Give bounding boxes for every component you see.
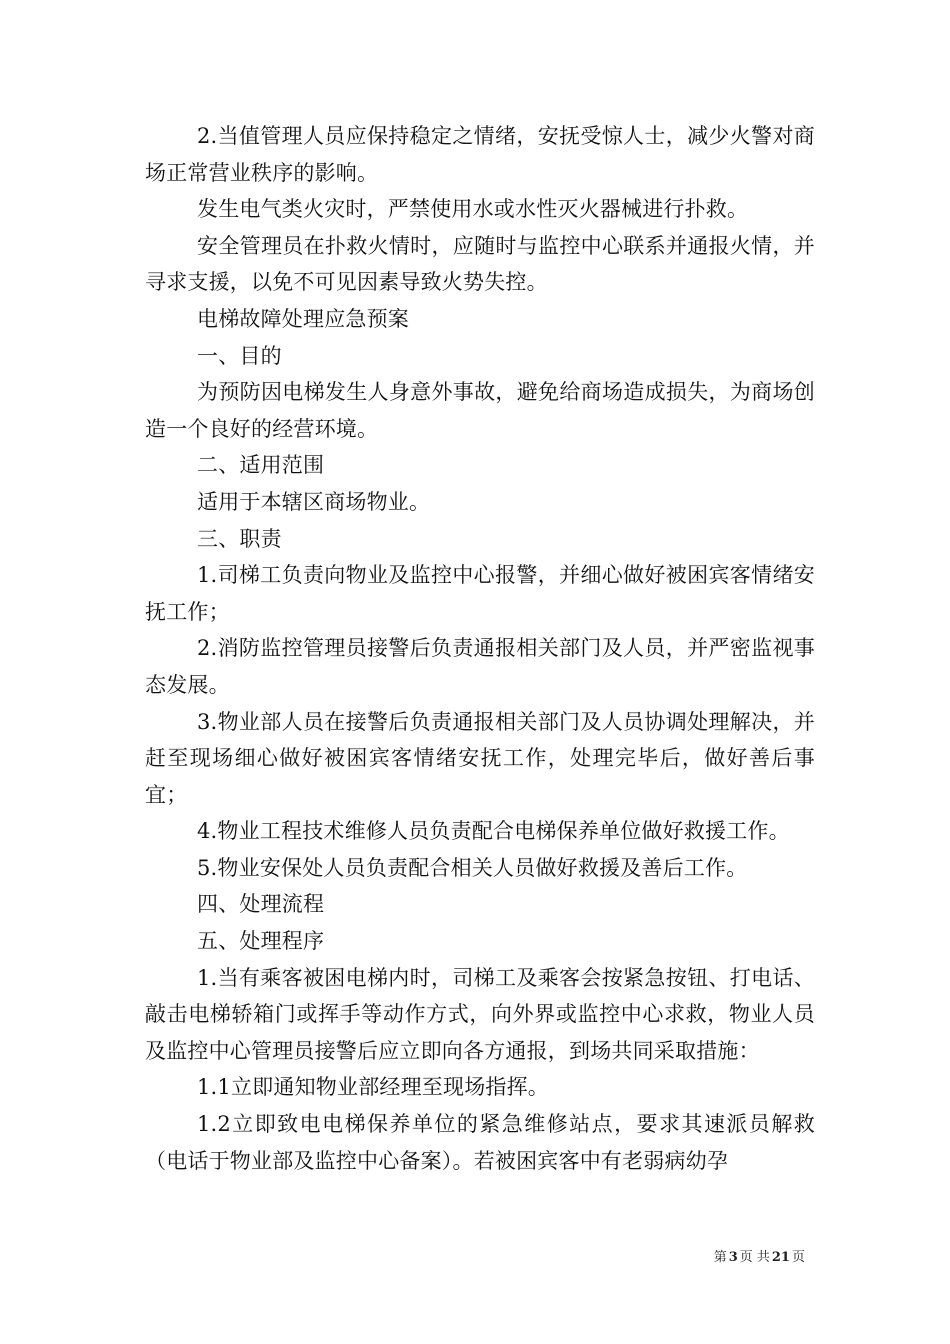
current-page-number: 3	[728, 1250, 738, 1265]
list-item: 1.当有乘客被困电梯内时，司梯工及乘客会按紧急按钮、打电话、敲击电梯轿箱门或挥手等动作方式，向外界或监控中心求救，物业人员及监控中心管理员接警后应立即向各方通报，到场共同采取措施：	[145, 965, 815, 1063]
total-page-count: 21	[771, 1250, 790, 1265]
section-heading: 二、适用范围	[197, 453, 325, 478]
paragraph: 发生电气类火灾时，严禁使用水或水性灭火器械进行扑救。	[197, 197, 749, 222]
section-heading: 三、职责	[197, 526, 282, 551]
paragraph: 2.当值管理人员应保持稳定之情绪，安抚受惊人士，减少火警对商场正常营业秩序的影响。	[145, 124, 815, 185]
document-body	[145, 118, 815, 1179]
section-heading: 五、处理程序	[197, 929, 325, 954]
footer-middle: 页 共	[739, 1250, 770, 1265]
section-heading: 一、目的	[197, 343, 282, 368]
paragraph: 适用于本辖区商场物业。	[197, 489, 431, 514]
list-item: 1.司梯工负责向物业及监控中心报警，并细心做好被困宾客情绪安抚工作；	[145, 563, 815, 624]
paragraph: 安全管理员在扑救火情时，应随时与监控中心联系并通报火情，并寻求支援，以免不可见因素导致火势失控。	[145, 233, 815, 295]
list-item: 5.物业安保处人员负责配合相关人员做好救援及善后工作。	[197, 855, 748, 880]
section-title: 电梯故障处理应急预案	[197, 306, 409, 331]
paragraph: 为预防因电梯发生人身意外事故，避免给商场造成损失，为商场创造一个良好的经营环境。	[145, 380, 815, 441]
list-item: 3.物业部人员在接警后负责通报相关部门及人员协调处理解决，并赶至现场细心做好被困宾客情绪安抚工作，处理完毕后，做好善后事宜；	[145, 709, 815, 807]
list-item: 1.2立即致电电梯保养单位的紧急维修站点，要求其速派员解救（电话于物业部及监控中心备案）。若被困宾客中有老弱病幼孕	[145, 1112, 815, 1173]
section-heading: 四、处理流程	[197, 892, 325, 917]
list-item: 4.物业工程技术维修人员负责配合电梯保养单位做好救援工作。	[197, 819, 790, 844]
footer-suffix: 页	[791, 1250, 805, 1265]
page-footer	[0, 1250, 805, 1266]
footer-prefix: 第	[713, 1250, 727, 1265]
list-item: 1.1立即通知物业部经理至现场指挥。	[197, 1075, 549, 1100]
list-item: 2.消防监控管理员接警后负责通报相关部门及人员，并严密监视事态发展。	[145, 636, 815, 697]
